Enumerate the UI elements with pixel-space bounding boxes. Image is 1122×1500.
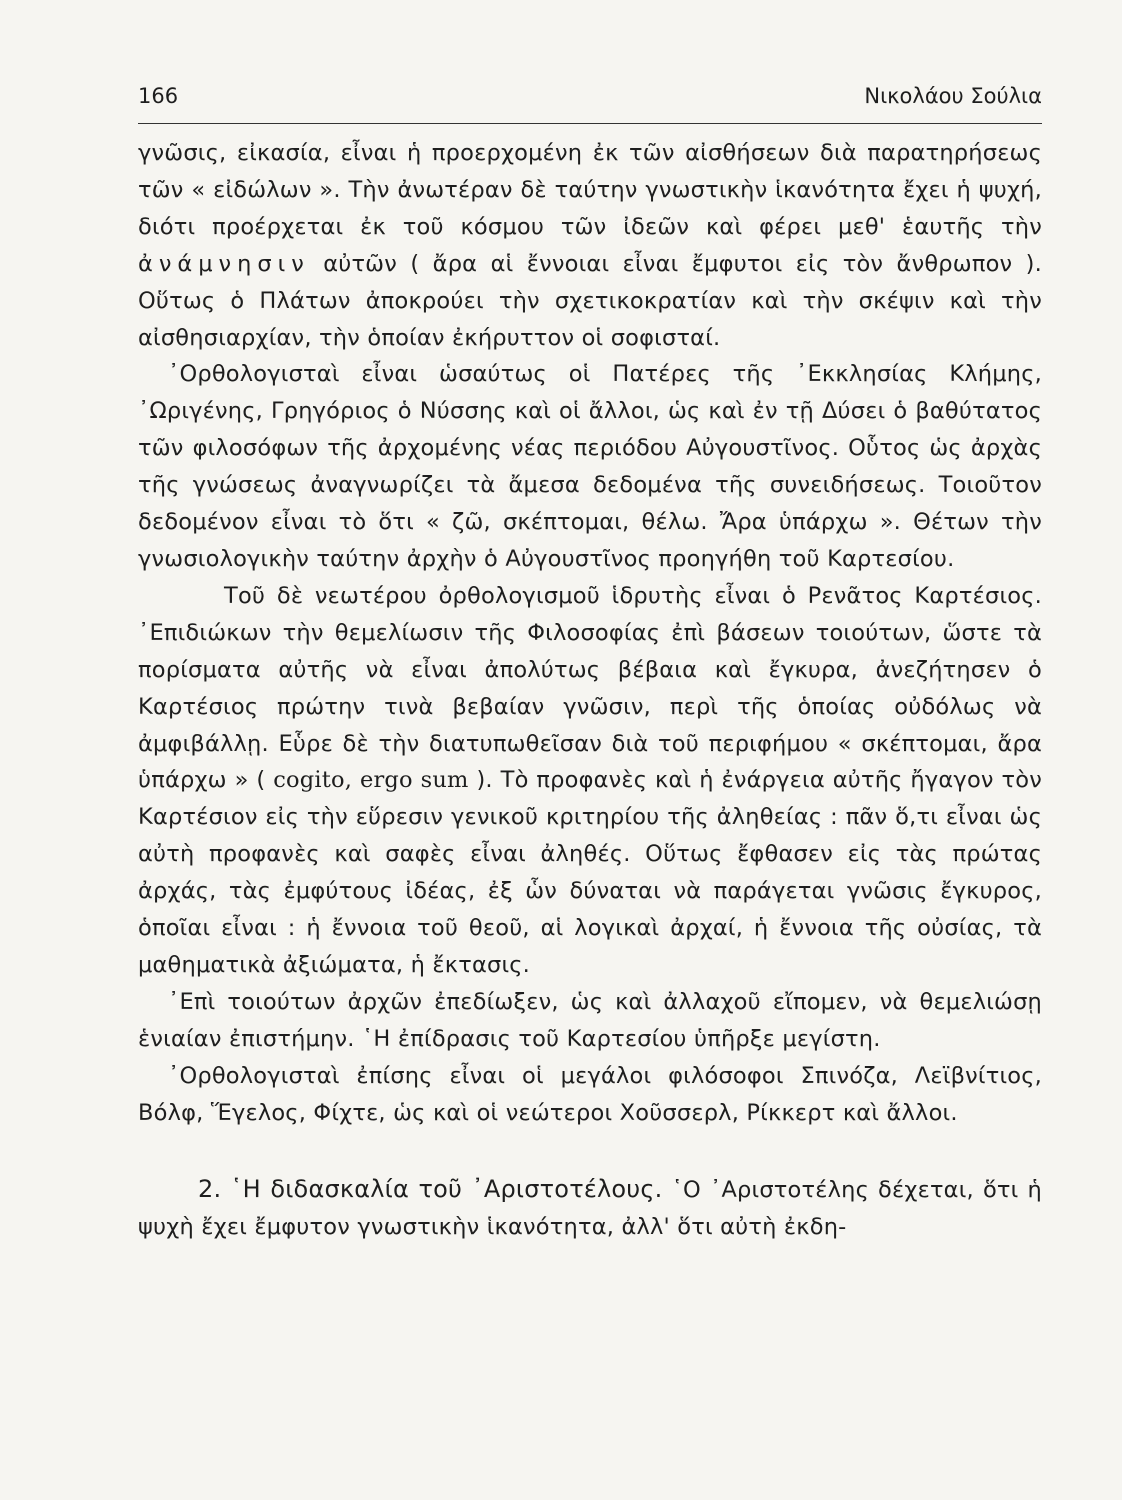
section-2-paragraph xyxy=(138,1171,1042,1246)
spaced-word-anamnesis: ἀνάμνησιν xyxy=(138,250,310,277)
paragraph-3 xyxy=(138,578,1042,984)
paragraph-4: ᾿Επὶ τοιούτων ἀρχῶν ἐπεδίωξεν, ὡς καὶ ἀλλαχοῦ εἴπομεν, νὰ θεμελιώσῃ ἑνιαίαν ἐπιστήμην. ῾Η ἐπίδρασις τοῦ Καρτεσίου ὑπῆρξε μεγίστη. xyxy=(138,988,1042,1052)
latin-phrase-cogito: cogito, ergo sum xyxy=(273,767,469,794)
section-text: ῾Ο ᾿Αριστοτέλης δέχεται, ὅτι ἡ ψυχὴ ἔχει ἔμφυτον γνωστικὴν ἱκανότητα, ἀλλ' ὅτι αὐτὴ ἐκδη- xyxy=(138,1177,1042,1241)
paragraph-1 xyxy=(138,135,1042,356)
paragraph-3-tail: ). Τὸ προφανὲς καὶ ἡ ἐνάργεια αὐτῆς ἤγαγον τὸν Καρτέσιον εἰς τὴν εὕρεσιν γενικοῦ κριτηρίου τῆς ἀληθείας : πᾶν ὅ,τι εἶναι ὡς αὐτὴ προφανὲς καὶ σαφὲς εἶναι ἀληθές. Οὕτως ἔφθασεν εἰς τὰς πρώτας ἀρχάς, τὰς ἐμφύτους ἰδέας, ἐξ ὧν δύναται νὰ παράγεται γνῶσις ἔγκυρος, ὁποῖαι εἶναι : ἡ ἔννοια τοῦ θεοῦ, αἱ λογικαὶ ἀρχαί, ἡ ἔννοια τῆς οὐσίας, τὰ μαθηματικὰ ἀξιώματα, ἡ ἔκτασις. xyxy=(138,767,1043,978)
page-number: 166 xyxy=(138,84,179,108)
body-text xyxy=(138,135,1042,1246)
section-number: 2. xyxy=(198,1175,222,1204)
paragraph-1-lead: γνῶσις, εἰκασία, εἶναι ἡ προερχομένη ἐκ τῶν αἰσθήσεων διὰ παρατηρήσεως τῶν « εἰδώλων ». Τὴν ἀνωτέραν δὲ ταύτην γνωστικὴν ἱκανότητα ἔχει ἡ ψυχή, διότι προέρχεται ἐκ τοῦ κόσμου τῶν ἰδεῶν καὶ φέρει μεθ' ἑαυτῆς τὴν xyxy=(138,140,1042,240)
paragraph-2: ᾿Ορθολογισταὶ εἶναι ὡσαύτως οἱ Πατέρες τῆς ᾿Εκκλησίας Κλήμης, ᾿Ωριγένης, Γρηγόριος ὁ Νύσσης καὶ οἱ ἄλλοι, ὡς καὶ ἐν τῇ Δύσει ὁ βαθύτατος τῶν φιλοσόφων τῆς ἀρχομένης νέας περιόδου Αὐγουστῖνος. Οὗτος ὡς ἀρχὰς τῆς γνώσεως ἀναγνωρίζει τὰ ἄμεσα δεδομένα τῆς συνειδήσεως. Τοιοῦτον δεδομένον εἶναι τὸ ὅτι « ζῶ, σκέπτομαι, θέλω. Ἄρα ὑπάρχω ». Θέτων τὴν γνωσιολογικὴν ταύτην ἀρχὴν ὁ Αὐγουστῖνος προηγήθη τοῦ Καρτεσίου. xyxy=(138,361,1042,572)
section-title: ῾Η διδασκαλία τοῦ ᾿Αριστοτέλους. xyxy=(230,1175,663,1204)
running-head xyxy=(138,78,1042,114)
paragraph-3-lead: Τοῦ δὲ νεωτέρου ὀρθολογισμοῦ ἱδρυτὴς εἶναι ὁ Ρενᾶτος Καρτέσιος. ᾿Επιδιώκων τὴν θεμελίωσιν τῆς Φιλοσοφίας ἐπὶ βάσεων τοιούτων, ὥστε τὰ πορίσματα αὐτῆς νὰ εἶναι ἀπολύτως βέβαια καὶ ἔγκυρα, ἀνεζήτησεν ὁ Καρτέσιος πρώτην τινὰ βεβαίαν γνῶσιν, περὶ τῆς ὁποίας οὐδόλως νὰ ἀμφιβάλλῃ. Εὗρε δὲ τὴν διατυπωθεῖσαν διὰ τοῦ περιφήμου « σκέπτομαι, ἄρα ὑπάρχω » ( xyxy=(138,582,1042,794)
author-name: Νικολάου Σούλια xyxy=(864,84,1042,108)
paragraph-1-tail: αὐτῶν ( ἄρα αἱ ἔννοιαι εἶναι ἔμφυτοι εἰς τὸν ἄνθρωπον ). Οὕτως ὁ Πλάτων ἀποκρούει τὴν σχετικοκρατίαν καὶ τὴν σκέψιν καὶ τὴν αἰσθησιαρχίαν, τὴν ὁποίαν ἐκήρυττον οἱ σοφισταί. xyxy=(138,250,1042,351)
header-rule xyxy=(138,123,1042,124)
paragraph-5: ᾿Ορθολογισταὶ ἐπίσης εἶναι οἱ μεγάλοι φιλόσοφοι Σπινόζα, Λεϊβνίτιος, Βόλφ, Ἕγελος, Φίχτε, ὡς καὶ οἱ νεώτεροι Χοῦσσερλ, Ρίκκερτ καὶ ἄλλοι. xyxy=(138,1062,1042,1126)
